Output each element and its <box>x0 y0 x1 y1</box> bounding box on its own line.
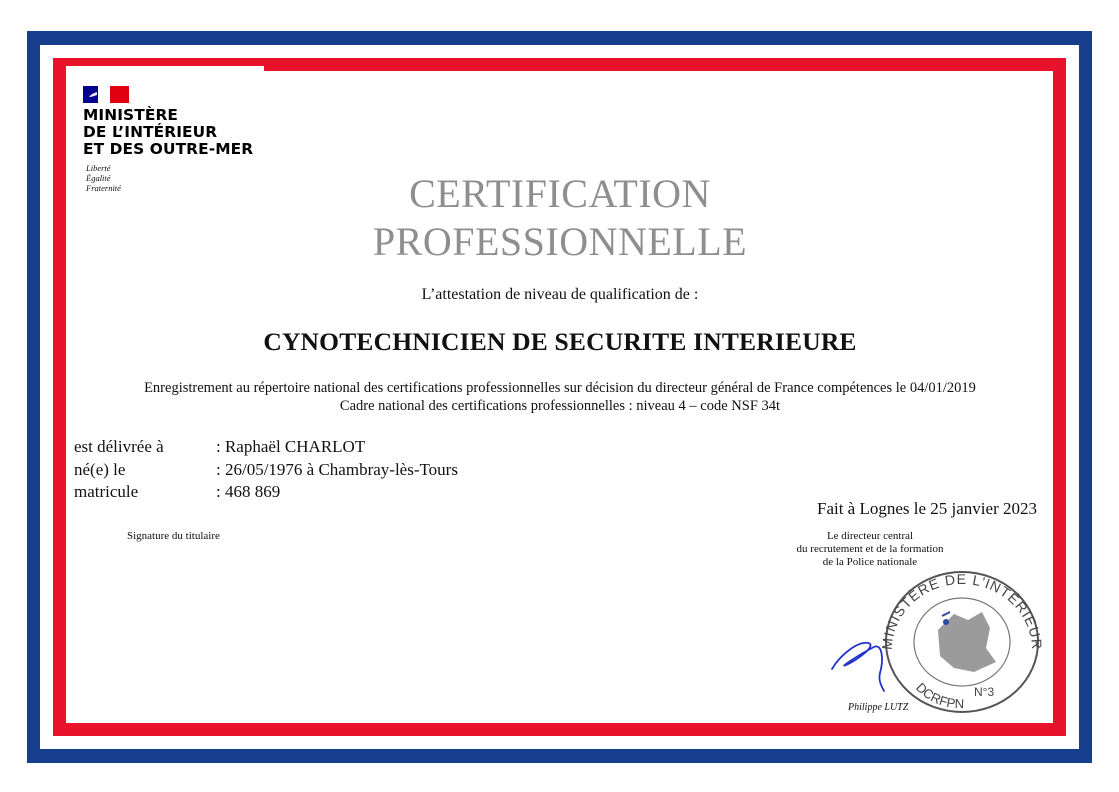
registration-line: Cadre national des certifications professionnelles : niveau 4 – code NSF 34t <box>339 398 781 414</box>
director-line: Le directeur central <box>826 530 914 542</box>
holder-labels <box>74 436 164 504</box>
svg-text:DCRFPN <box>913 680 964 712</box>
motto-line: Égalité <box>86 173 111 183</box>
stamp-number: N°3 <box>974 685 995 699</box>
director-line: du recrutement et de la formation <box>796 543 944 555</box>
stamp-text-top: MINISTÈRE DE L'INTÉRIEUR <box>878 571 1046 651</box>
motto-line: Fraternité <box>86 183 121 193</box>
logo-tab <box>66 66 264 76</box>
republic-motto <box>86 163 121 193</box>
attestation-text: L’attestation de niveau de qualification de : <box>421 286 699 303</box>
holder-value: : 26/05/1976 à Chambray-lès-Tours <box>216 459 458 479</box>
signer-name: Philippe LUTZ <box>848 702 909 713</box>
ministry-line: ET DES OUTRE-MER <box>83 140 254 158</box>
holder-signature-label: Signature du titulaire <box>127 530 220 542</box>
qualification-title: CYNOTECHNICIEN DE SECURITE INTERIEURE <box>263 327 857 356</box>
certificate-title-line: CERTIFICATION <box>409 171 711 216</box>
registration-line: Enregistrement au répertoire national des certifications professionnelles sur décision du directeur général de France compétences le 04/01/2019 <box>144 380 976 396</box>
motto-line: Liberté <box>86 163 111 173</box>
ministry-line: MINISTÈRE <box>83 106 179 124</box>
ministry-name <box>83 107 253 158</box>
certificate-title-line: PROFESSIONNELLE <box>372 219 748 264</box>
marianne-logo <box>83 86 129 103</box>
ministry-line: DE L’INTÉRIEUR <box>83 123 218 141</box>
director-signature <box>828 625 898 695</box>
holder-label: matricule <box>74 482 139 501</box>
stamp-text-bottom: DCRFPN <box>913 679 965 712</box>
holder-value: : Raphaël CHARLOT <box>216 437 366 456</box>
holder-label: né(e) le <box>74 459 126 479</box>
holder-label: est délivrée à <box>74 437 164 456</box>
place-date: Fait à Lognes le 25 janvier 2023 <box>816 499 1037 518</box>
director-line: de la Police nationale <box>822 556 918 568</box>
holder-values <box>216 436 458 504</box>
holder-value: : 468 869 <box>216 482 281 501</box>
